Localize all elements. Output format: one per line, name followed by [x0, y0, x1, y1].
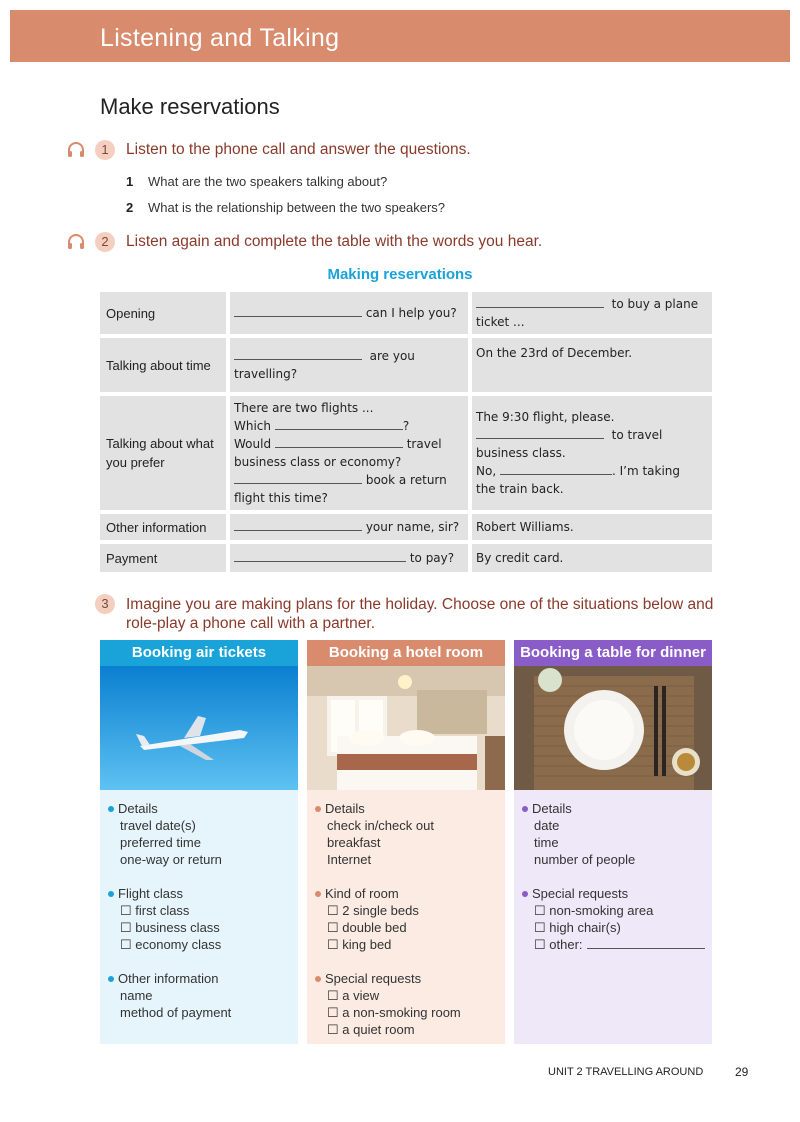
task1-instruction: Listen to the phone call and answer the questions. — [126, 141, 471, 158]
card-line — [315, 1021, 461, 1038]
cell-text: By credit card. — [476, 551, 564, 565]
headphones-icon[interactable] — [66, 140, 86, 160]
task-number-badge: 2 — [95, 232, 115, 252]
dinner-table-image — [514, 666, 712, 790]
card-line — [315, 817, 461, 834]
card-line — [315, 851, 461, 868]
card-line — [108, 834, 231, 851]
card-line — [108, 817, 231, 834]
cell-text: can I help you? — [365, 306, 457, 320]
cell-text: The 9:30 flight, please. — [476, 410, 615, 424]
cell-text: travelling? — [234, 367, 298, 381]
table-title: Making reservations — [327, 266, 473, 283]
answer-blank[interactable] — [500, 462, 612, 475]
card-line — [108, 987, 231, 1004]
line-text: Details — [325, 801, 365, 816]
question-item — [126, 174, 387, 189]
card-line — [315, 987, 461, 1004]
task2-instruction: Listen again and complete the table with the words you hear. — [126, 233, 543, 250]
card-line — [522, 919, 705, 936]
table-cell — [472, 544, 712, 572]
hotel-room-image — [307, 666, 505, 790]
card-title: Booking a table for dinner — [514, 640, 712, 666]
card-body — [100, 790, 298, 1044]
table-cell — [230, 544, 468, 572]
section-title: Make reservations — [100, 94, 280, 119]
line-text: Kind of room — [325, 886, 399, 901]
cell-text: are you — [369, 349, 415, 363]
card-line — [108, 953, 231, 970]
card-line — [522, 817, 705, 834]
card-line — [522, 868, 705, 885]
card-heading — [315, 800, 461, 817]
cell-text: ticket ... — [476, 315, 525, 329]
card-lines — [315, 800, 461, 1038]
card-line — [315, 936, 461, 953]
table-cell — [230, 396, 468, 510]
cell-text: to buy a plane — [611, 297, 699, 311]
card-heading — [108, 885, 231, 902]
cell-text: Robert Williams. — [476, 520, 574, 534]
cell-text: flight this time? — [234, 491, 328, 505]
line-text: ☐ other: — [534, 937, 583, 952]
situation-card-hotel-room[interactable] — [307, 640, 505, 1044]
table-cell — [230, 338, 468, 392]
bullet-icon — [522, 806, 528, 812]
table-row — [100, 292, 712, 334]
bullet-icon — [108, 806, 114, 812]
card-line — [522, 902, 705, 919]
card-line — [315, 1004, 461, 1021]
card-line — [315, 902, 461, 919]
page-number: 29 — [735, 1065, 749, 1079]
cell-text: the train back. — [476, 482, 564, 496]
situation-card-air-tickets[interactable] — [100, 640, 298, 1044]
row-label: Opening — [100, 292, 226, 334]
cell-text: book a return — [365, 473, 447, 487]
answer-blank[interactable] — [275, 417, 403, 430]
question-number: 2 — [126, 200, 134, 215]
card-title: Booking a hotel room — [307, 640, 505, 666]
line-text: Special requests — [532, 886, 629, 901]
line-text: breakfast — [327, 835, 381, 850]
table-cell — [472, 514, 712, 540]
line-text: ☐ economy class — [120, 937, 222, 952]
answer-blank[interactable] — [476, 295, 604, 308]
card-lines — [522, 800, 705, 953]
card-body — [514, 790, 712, 1044]
table-row — [100, 338, 712, 392]
table-cell — [472, 396, 712, 510]
cell-text: On the 23rd of December. — [476, 346, 633, 360]
card-heading — [108, 970, 231, 987]
line-text: ☐ business class — [120, 920, 220, 935]
row-label: Other information — [100, 514, 226, 540]
card-heading — [315, 885, 461, 902]
bullet-icon — [315, 976, 321, 982]
line-text: one-way or return — [120, 852, 222, 867]
row-label — [100, 338, 226, 392]
answer-blank[interactable] — [234, 549, 406, 562]
line-text: ☐ a view — [327, 988, 380, 1003]
line-text: ☐ non-smoking area — [534, 903, 654, 918]
cell-text: There are two flights ... — [234, 401, 374, 415]
task-number-badge: 1 — [95, 140, 115, 160]
line-text: Flight class — [118, 886, 184, 901]
question-text: What are the two speakers talking about? — [148, 174, 388, 189]
table-row — [100, 396, 712, 510]
cell-text: to pay? — [409, 551, 455, 565]
card-line — [108, 851, 231, 868]
answer-blank[interactable] — [476, 426, 604, 439]
card-lines — [108, 800, 231, 1021]
card-heading — [522, 885, 705, 902]
cell-text: business class. — [476, 446, 566, 460]
answer-blank[interactable] — [234, 518, 362, 531]
table-row — [100, 544, 712, 572]
headphones-icon[interactable] — [66, 232, 86, 252]
banner-title: Listening and Talking — [100, 24, 340, 52]
answer-blank[interactable] — [275, 435, 403, 448]
card-title: Booking air tickets — [100, 640, 298, 666]
cell-text: No, — [476, 464, 497, 478]
situation-card-table-dinner[interactable] — [514, 640, 712, 1044]
row-label: Payment — [100, 544, 226, 572]
table-cell — [230, 514, 468, 540]
card-line — [522, 834, 705, 851]
airplane-image — [100, 666, 298, 790]
line-text: method of payment — [120, 1005, 232, 1020]
line-text: date — [534, 818, 560, 833]
card-line — [315, 868, 461, 885]
card-body — [307, 790, 505, 1044]
card-line — [522, 851, 705, 868]
row-label — [100, 396, 226, 510]
line-text: ☐ a quiet room — [327, 1022, 415, 1037]
bullet-icon — [315, 806, 321, 812]
cell-text: to travel — [611, 428, 663, 442]
bullet-icon — [108, 891, 114, 897]
line-text: number of people — [534, 852, 636, 867]
question-item — [126, 200, 445, 215]
card-line — [108, 936, 231, 953]
answer-blank[interactable] — [587, 936, 705, 949]
cell-text: travel — [406, 437, 442, 451]
line-text: ☐ 2 single beds — [327, 903, 419, 918]
answer-blank[interactable] — [234, 471, 362, 484]
line-text: ☐ double bed — [327, 920, 407, 935]
card-line — [108, 919, 231, 936]
line-text: Details — [532, 801, 572, 816]
table-cell — [472, 338, 712, 392]
card-line — [108, 1004, 231, 1021]
footer-unit: UNIT 2 TRAVELLING AROUND — [548, 1066, 704, 1078]
bullet-icon — [108, 976, 114, 982]
cell-text: Would — [234, 437, 272, 451]
task-number-badge: 3 — [95, 594, 115, 614]
line-text: ☐ first class — [120, 903, 190, 918]
line-text: ☐ high chair(s) — [534, 920, 621, 935]
task3-instruction: Imagine you are making plans for the holiday. Choose one of the situations below and role-play a phone call with a partner. — [126, 596, 714, 632]
line-text: Other information — [118, 971, 219, 986]
line-text: travel date(s) — [120, 818, 196, 833]
line-text: preferred time — [120, 835, 201, 850]
question-number: 1 — [126, 174, 134, 189]
line-text: time — [534, 835, 559, 850]
table-cell — [472, 292, 712, 334]
line-text: name — [120, 988, 153, 1003]
card-line — [108, 902, 231, 919]
line-text: check in/check out — [327, 818, 434, 833]
card-line — [315, 919, 461, 936]
table-cell — [230, 292, 468, 334]
cell-text: . I’m taking — [611, 464, 681, 478]
line-text: ☐ king bed — [327, 937, 392, 952]
line-text: ☐ a non-smoking room — [327, 1005, 461, 1020]
cell-text: ? — [402, 419, 410, 433]
bullet-icon — [522, 891, 528, 897]
card-line — [108, 868, 231, 885]
table-row — [100, 514, 712, 540]
answer-blank[interactable] — [234, 304, 362, 317]
line-text: Internet — [327, 852, 372, 867]
line-text: Special requests — [325, 971, 422, 986]
cell-text: Which — [234, 419, 272, 433]
question-text: What is the relationship between the two speakers? — [148, 200, 446, 215]
line-text: Details — [118, 801, 158, 816]
cell-text: business class or economy? — [234, 455, 402, 469]
card-line — [315, 834, 461, 851]
row-label-text: Talking about what you prefer — [106, 436, 214, 470]
cell-text: your name, sir? — [365, 520, 460, 534]
card-heading — [315, 970, 461, 987]
card-line — [315, 953, 461, 970]
row-label-text: Talking about time — [106, 357, 211, 373]
card-heading — [108, 800, 231, 817]
card-heading — [522, 800, 705, 817]
answer-blank[interactable] — [234, 347, 362, 360]
card-line — [522, 936, 705, 953]
bullet-icon — [315, 891, 321, 897]
